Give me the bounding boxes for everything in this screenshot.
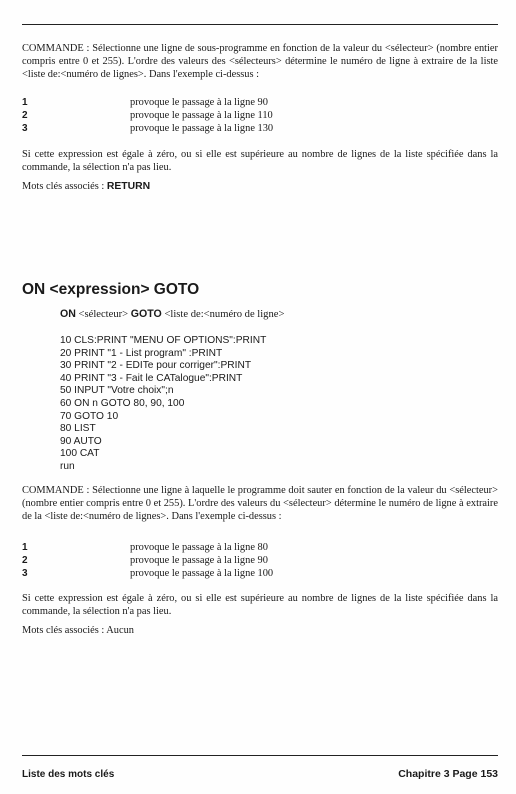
section1-paragraph: COMMANDE : Sélectionne une ligne de sous-programme en fonction de la valeur du <sélecteur> (nombre entier compris entre 0 et 255). L'ordre des valeurs des <sélecteurs> détermine le numéro de ligne à extraire de la liste <liste de:<numéro de lignes>. Dans l'exemple ci-dessus : [22, 43, 498, 80]
code-line: 80 LIST [60, 423, 96, 435]
code-line: 70 GOTO 10 [60, 410, 119, 422]
list-item-text: provoque le passage à la ligne 90 [130, 555, 268, 566]
code-line: 20 PRINT "1 - List program" :PRINT [60, 347, 223, 359]
keywords-label: Mots clés associés : [22, 181, 107, 192]
code-line: run [60, 460, 75, 472]
list-item [22, 568, 498, 580]
list-item [22, 110, 498, 122]
list-item-text: provoque le passage à la ligne 100 [130, 568, 274, 579]
syntax-line [60, 308, 284, 321]
code-line: 60 ON n GOTO 80, 90, 100 [60, 397, 185, 409]
syntax-keyword-on: ON [60, 308, 76, 320]
bottom-rule [22, 755, 498, 756]
footer-left: Liste des mots clés [22, 769, 115, 780]
list-item-number: 2 [22, 555, 28, 566]
list-item-number: 3 [22, 123, 28, 134]
list-item-number: 3 [22, 568, 28, 579]
list-item-number: 1 [22, 542, 28, 553]
list-item-text: provoque le passage à la ligne 90 [130, 97, 268, 108]
list-item-text: provoque le passage à la ligne 110 [130, 110, 273, 121]
syntax-list: <liste de:<numéro de ligne> [161, 309, 285, 320]
code-line: 30 PRINT "2 - EDITe pour corriger":PRINT [60, 360, 252, 372]
list-item [22, 555, 498, 567]
syntax-selector: <sélecteur> [75, 309, 131, 320]
keywords-value: RETURN [106, 181, 151, 192]
code-line: 10 CLS:PRINT "MENU OF OPTIONS":PRINT [60, 335, 267, 346]
code-line: 90 AUTO [60, 435, 102, 447]
section2-keywords [22, 624, 498, 637]
footer-right: Chapitre 3 Page 153 [398, 768, 498, 780]
keywords-label: Mots clés associés : [22, 625, 107, 636]
list-item [22, 97, 498, 109]
keywords-value: Aucun [106, 625, 134, 636]
list-item [22, 123, 498, 135]
code-line: 40 PRINT "3 - Fait le CATalogue":PRINT [60, 372, 243, 384]
list-item-number: 2 [22, 110, 28, 121]
section1-keywords [22, 180, 498, 193]
section2-note: Si cette expression est égale à zéro, ou si elle est supérieure au nombre de lignes de la liste spécifiée dans la commande, la sélection n'a pas lieu. [22, 593, 498, 617]
list-item-text: provoque le passage à la ligne 80 [130, 542, 268, 553]
list-item-text: provoque le passage à la ligne 130 [130, 123, 274, 134]
list-item [22, 542, 498, 554]
code-line: 100 CAT [60, 448, 100, 460]
top-rule [22, 24, 498, 25]
syntax-keyword-goto: GOTO [130, 308, 162, 320]
section1-note: Si cette expression est égale à zéro, ou si elle est supérieure au nombre de lignes de la liste spécifiée dans la commande, la sélection n'a pas lieu. [22, 149, 498, 173]
list-item-number: 1 [22, 97, 28, 108]
section-heading: ON <expression> GOTO [22, 281, 200, 298]
section2-paragraph: COMMANDE : Sélectionne une ligne à laquelle le programme doit sauter en fonction de la valeur du <sélecteur> (nombre entier compris entre 0 et 255). L'ordre des valeurs du <sélecteur> détermine le numéro de ligne à extraire de la <liste de:<numéro de lignes>. Dans l'exemple ci-dessus : [22, 485, 498, 522]
code-line: 50 INPUT "Votre choix";n [60, 385, 174, 397]
code-listing [60, 335, 266, 474]
